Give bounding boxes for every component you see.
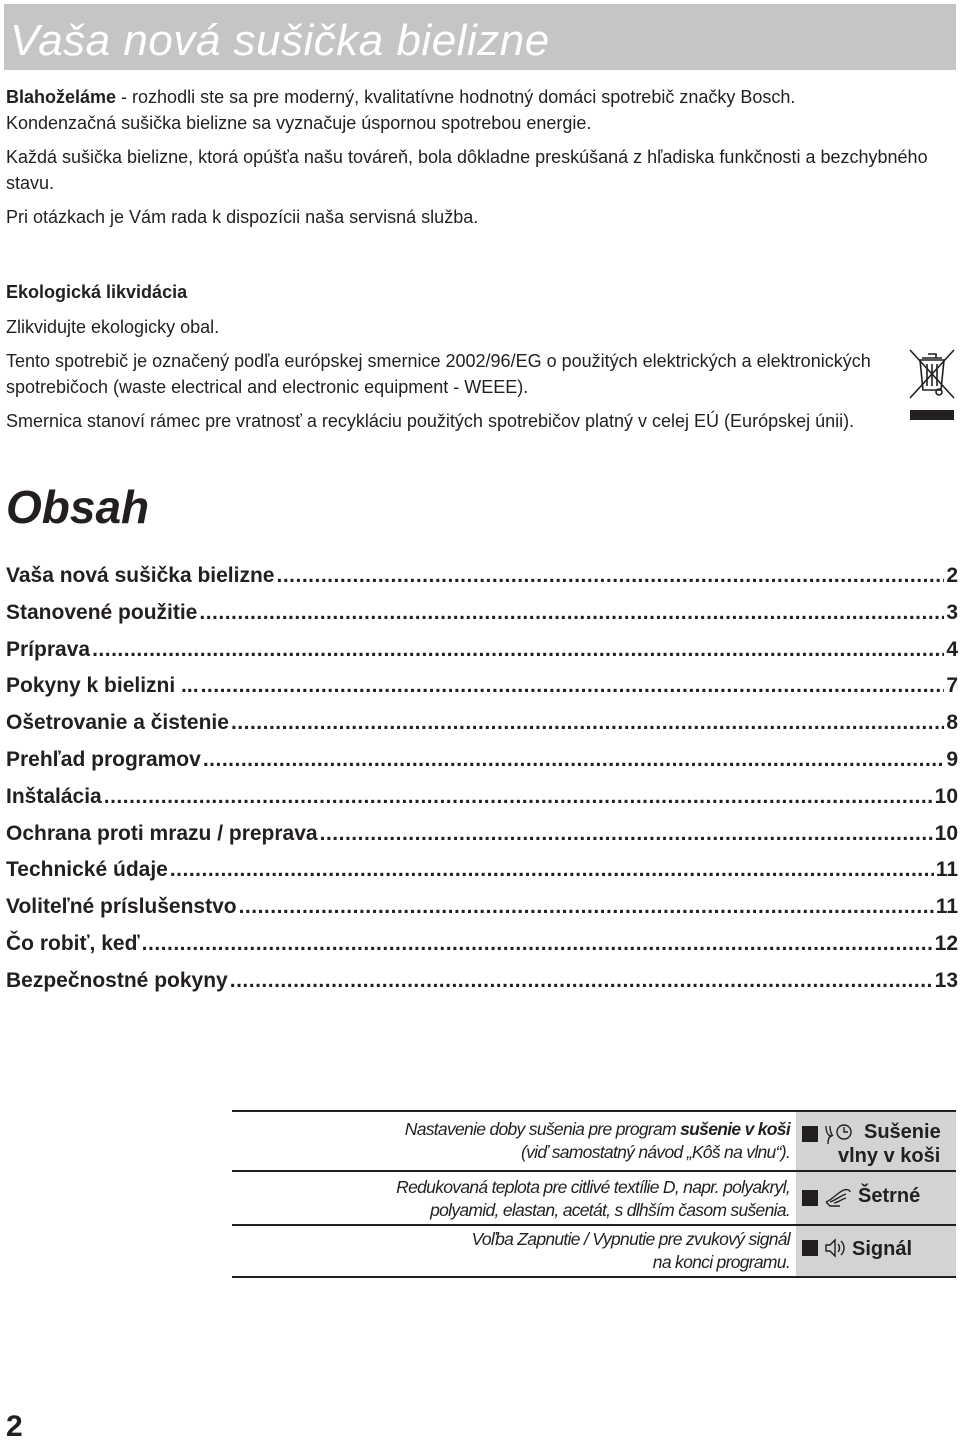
ecology-heading: Ekologická likvidácia (6, 282, 188, 302)
options-panel (232, 1110, 956, 1278)
ecology-paragraph-2: Tento spotrebič je označený podľa európskej smernice 2002/96/EG o použitých elektrických a elektronických spotrebičoch (waste electrical and electronic equipment - WEEE). (6, 351, 871, 397)
toc-item[interactable] (6, 785, 958, 822)
toc-item[interactable] (6, 822, 958, 859)
toc-leader (104, 785, 933, 809)
intro-paragraph-1 (6, 84, 954, 136)
toc-leader (199, 601, 944, 625)
option-square-marker (802, 1240, 818, 1256)
toc-item-label: Prehľad programov (6, 747, 201, 771)
intro-p1-rest: - rozhodli ste sa pre moderný, kvalitatívne hodnotný domáci spotrebič značky Bosch. (116, 87, 796, 107)
toc-item-page: 11 (935, 895, 958, 919)
option-description (396, 1176, 790, 1222)
option-button-wool-basket[interactable] (796, 1112, 956, 1170)
option-label: Signál (852, 1238, 913, 1260)
toc-item-page: 4 (946, 637, 958, 661)
ecology-paragraph-1: Zlikvidujte ekologicky obal. (6, 317, 220, 337)
toc-leader (203, 748, 945, 772)
option-button-gentle[interactable] (796, 1172, 956, 1224)
toc-item-label: Voliteľné príslušenstvo (6, 895, 237, 919)
toc-item-label: Vaša nová sušička bielizne (6, 564, 275, 587)
toc-item[interactable] (6, 711, 958, 748)
toc-item-label: Bezpečnostné pokyny (6, 968, 228, 992)
table-of-contents (6, 564, 958, 1006)
toc-leader (170, 858, 934, 882)
toc-item-page: 8 (946, 711, 958, 735)
option-label: vlny v koši (838, 1145, 941, 1167)
toc-item[interactable] (6, 748, 958, 785)
gentle-hand-icon (824, 1186, 852, 1208)
option-desc-text: polyamid, elastan, acetát, s dlhším časom sušenia. (430, 1200, 790, 1220)
option-row-signal (232, 1224, 956, 1278)
toc-leader (92, 638, 944, 662)
toc-item-label: Inštalácia (6, 784, 102, 808)
option-square-marker (802, 1190, 818, 1206)
toc-leader (230, 969, 933, 993)
toc-item[interactable] (6, 601, 958, 638)
option-desc-text: Voľba Zapnutie / Vypnutie pre zvukový signál (471, 1229, 790, 1249)
toc-item-page: 10 (934, 784, 958, 808)
option-description (405, 1118, 790, 1164)
intro-paragraph-2: Každá sušička bielizne, ktorá opúšťa našu továreň, bola dôkladne preskúšaná z hľadiska funkčnosti a bezchybného stavu. (6, 147, 928, 193)
toc-item[interactable] (6, 858, 958, 895)
option-button-signal[interactable] (796, 1226, 956, 1276)
option-square-marker (802, 1126, 818, 1142)
toc-leader (320, 822, 933, 846)
toc-item-label: Technické údaje (6, 858, 168, 882)
page-title: Vaša nová sušička bielizne (10, 16, 550, 65)
intro-p1-line2: Kondenzačná sušička bielizne sa vyznačuje úspornou spotrebou energie. (6, 113, 592, 133)
toc-item-label: Ochrana proti mrazu / preprava (6, 821, 318, 845)
page-number: 2 (6, 1410, 23, 1443)
weee-crossed-bin-icon (908, 348, 956, 424)
toc-item-page: 11 (935, 858, 958, 882)
toc-item-label: Ošetrovanie a čistenie (6, 711, 229, 735)
ecology-paragraph-3: Smernica stanoví rámec pre vratnosť a recykláciu použitých spotrebičov platný v celej EÚ (Európskej únii). (6, 411, 855, 431)
option-label: Sušenie (864, 1121, 941, 1143)
toc-item-page: 12 (934, 931, 958, 955)
toc-item-page: 13 (934, 968, 958, 992)
option-label: Šetrné (858, 1185, 921, 1207)
toc-leader (239, 895, 934, 919)
wool-basket-timer-icon (824, 1122, 852, 1146)
toc-item-page: 2 (946, 564, 958, 587)
toc-item[interactable] (6, 895, 958, 932)
toc-item[interactable] (6, 932, 958, 969)
intro-bold-word: Blahoželáme (6, 87, 117, 107)
toc-item[interactable] (6, 969, 958, 1006)
title-bar (4, 4, 956, 70)
option-desc-text: Nastavenie doby sušenia pre program (404, 1119, 681, 1139)
toc-item-page: 10 (934, 821, 958, 845)
contents-heading: Obsah (6, 481, 150, 533)
intro-paragraph-3: Pri otázkach je Vám rada k dispozícii naša servisná služba. (6, 207, 479, 227)
toc-item-label: Príprava (6, 637, 91, 661)
toc-item-label: Pokyny k bielizni ... (6, 674, 199, 698)
option-description (472, 1228, 791, 1274)
option-desc-text: na konci programu. (652, 1252, 790, 1272)
toc-leader (142, 932, 933, 956)
toc-item-page: 7 (946, 674, 958, 698)
toc-item-label: Stanovené použitie (6, 600, 198, 624)
option-desc-text: Redukovaná teplota pre citlivé textílie D, napr. polyakryl, (396, 1177, 790, 1197)
toc-item-page: 3 (946, 600, 958, 624)
toc-leader (276, 564, 944, 588)
option-row-wool-basket (232, 1110, 956, 1170)
toc-item[interactable] (6, 638, 958, 675)
speaker-sound-icon (824, 1236, 848, 1260)
toc-leader (201, 674, 945, 698)
toc-item-page: 9 (946, 747, 958, 771)
option-desc-bold: sušenie v koši (680, 1119, 790, 1139)
toc-item[interactable] (6, 564, 958, 601)
option-row-gentle (232, 1170, 956, 1224)
toc-item-label: Čo robiť, keď (6, 931, 140, 955)
toc-leader (231, 711, 944, 735)
toc-item[interactable] (6, 674, 958, 711)
option-desc-text: (viď samostatný návod „Kôš na vlnu“). (520, 1142, 790, 1162)
